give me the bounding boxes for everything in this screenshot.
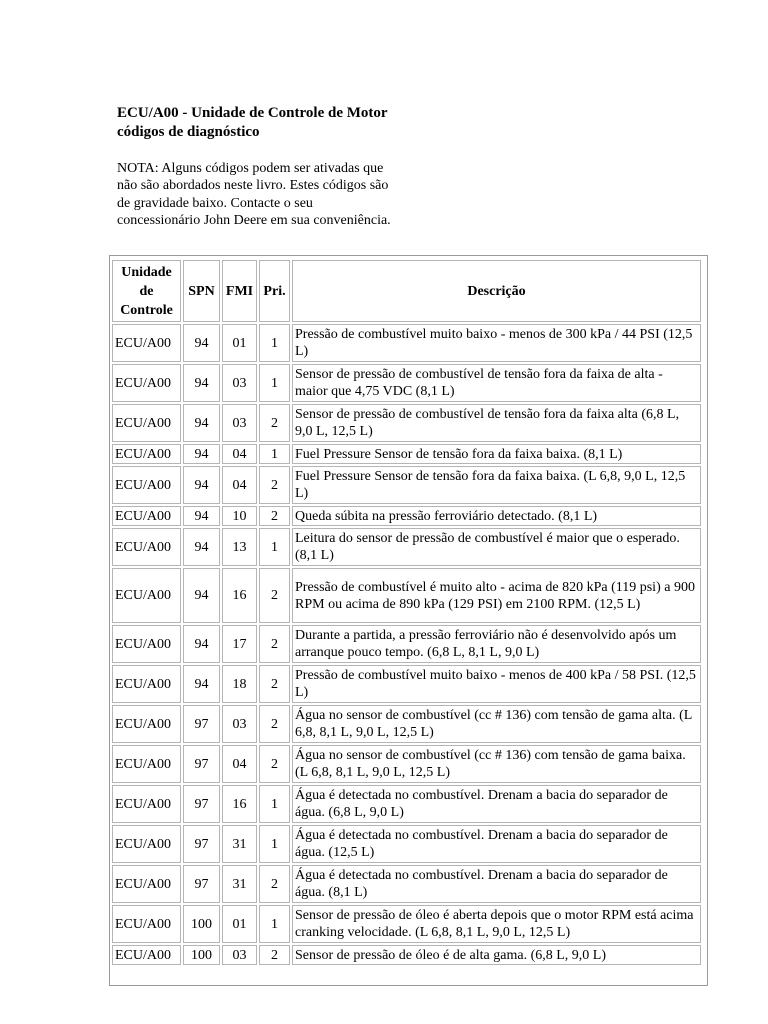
diagnostic-codes-table-frame [109, 255, 708, 986]
cell-pri: 2 [259, 625, 290, 663]
cell-fmi: 04 [222, 745, 257, 783]
cell-spn: 100 [183, 945, 220, 965]
cell-fmi: 18 [222, 665, 257, 703]
table-row [112, 745, 701, 783]
cell-spn: 94 [183, 665, 220, 703]
cell-unit: ECU/A00 [112, 506, 181, 526]
cell-description: Sensor de pressão de combustível de tensão fora da faixa alta (6,8 L, 9,0 L, 12,5 L) [292, 404, 701, 442]
table-body [112, 324, 701, 965]
cell-description: Pressão de combustível muito baixo - menos de 400 kPa / 58 PSI. (12,5 L) [292, 665, 701, 703]
cell-pri: 2 [259, 568, 290, 623]
cell-pri: 2 [259, 466, 290, 504]
header-pri: Pri. [259, 260, 290, 322]
table-row [112, 404, 701, 442]
cell-unit: ECU/A00 [112, 945, 181, 965]
table-row [112, 444, 701, 464]
table-row [112, 625, 701, 663]
table-row [112, 705, 701, 743]
cell-unit: ECU/A00 [112, 444, 181, 464]
cell-fmi: 31 [222, 825, 257, 863]
cell-description: Pressão de combustível é muito alto - acima de 820 kPa (119 psi) a 900 RPM ou acima de 890 kPa (129 PSI) em 2100 RPM. (12,5 L) [292, 568, 701, 623]
table-row [112, 528, 701, 566]
cell-spn: 97 [183, 865, 220, 903]
cell-fmi: 17 [222, 625, 257, 663]
cell-fmi: 04 [222, 466, 257, 504]
document-note: NOTA: Alguns códigos podem ser ativadas que não são abordados neste livro. Estes códigos são de gravidade baixo. Contacte o seu concessionário John Deere em sua conveniência. [117, 161, 391, 229]
cell-spn: 100 [183, 905, 220, 943]
header-fmi: FMI [222, 260, 257, 322]
cell-fmi: 04 [222, 444, 257, 464]
cell-fmi: 16 [222, 785, 257, 823]
cell-spn: 94 [183, 324, 220, 362]
cell-description: Água é detectada no combustível. Drenam a bacia do separador de água. (12,5 L) [292, 825, 701, 863]
cell-pri: 1 [259, 785, 290, 823]
cell-pri: 1 [259, 825, 290, 863]
cell-pri: 1 [259, 905, 290, 943]
cell-unit: ECU/A00 [112, 364, 181, 402]
cell-pri: 2 [259, 665, 290, 703]
cell-description: Sensor de pressão de óleo é aberta depois que o motor RPM está acima cranking velocidade. (L 6,8, 8,1 L, 9,0 L, 12,5 L) [292, 905, 701, 943]
cell-unit: ECU/A00 [112, 625, 181, 663]
cell-spn: 97 [183, 785, 220, 823]
cell-spn: 94 [183, 444, 220, 464]
cell-description: Durante a partida, a pressão ferroviário não é desenvolvido após um arranque pouco tempo. (6,8 L, 8,1 L, 9,0 L) [292, 625, 701, 663]
cell-unit: ECU/A00 [112, 665, 181, 703]
cell-unit: ECU/A00 [112, 324, 181, 362]
cell-unit: ECU/A00 [112, 466, 181, 504]
table-header-row [112, 260, 701, 322]
cell-description: Leitura do sensor de pressão de combustível é maior que o esperado. (8,1 L) [292, 528, 701, 566]
cell-description: Fuel Pressure Sensor de tensão fora da faixa baixa. (L 6,8, 9,0 L, 12,5 L) [292, 466, 701, 504]
cell-fmi: 01 [222, 905, 257, 943]
cell-fmi: 10 [222, 506, 257, 526]
cell-pri: 1 [259, 444, 290, 464]
cell-description: Água no sensor de combustível (cc # 136) com tensão de gama baixa. (L 6,8, 8,1 L, 9,0 L, 12,5 L) [292, 745, 701, 783]
cell-description: Água é detectada no combustível. Drenam a bacia do separador de água. (8,1 L) [292, 865, 701, 903]
table-row [112, 466, 701, 504]
table-row [112, 665, 701, 703]
cell-unit: ECU/A00 [112, 905, 181, 943]
cell-spn: 94 [183, 625, 220, 663]
cell-fmi: 03 [222, 705, 257, 743]
table-row [112, 568, 701, 623]
cell-spn: 97 [183, 705, 220, 743]
cell-description: Pressão de combustível muito baixo - menos de 300 kPa / 44 PSI (12,5 L) [292, 324, 701, 362]
cell-spn: 97 [183, 825, 220, 863]
cell-fmi: 31 [222, 865, 257, 903]
cell-description: Sensor de pressão de óleo é de alta gama. (6,8 L, 9,0 L) [292, 945, 701, 965]
cell-pri: 2 [259, 865, 290, 903]
cell-fmi: 01 [222, 324, 257, 362]
cell-spn: 94 [183, 528, 220, 566]
cell-pri: 2 [259, 945, 290, 965]
cell-description: Queda súbita na pressão ferroviário detectado. (8,1 L) [292, 506, 701, 526]
cell-fmi: 03 [222, 945, 257, 965]
cell-unit: ECU/A00 [112, 705, 181, 743]
header-description: Descrição [292, 260, 701, 322]
cell-pri: 2 [259, 506, 290, 526]
table-row [112, 825, 701, 863]
table-row [112, 785, 701, 823]
cell-pri: 2 [259, 404, 290, 442]
table-row [112, 506, 701, 526]
cell-spn: 94 [183, 466, 220, 504]
cell-unit: ECU/A00 [112, 568, 181, 623]
cell-pri: 2 [259, 705, 290, 743]
header-spn: SPN [183, 260, 220, 322]
cell-unit: ECU/A00 [112, 865, 181, 903]
table-row [112, 324, 701, 362]
cell-description: Sensor de pressão de combustível de tensão fora da faixa de alta - maior que 4,75 VDC (8,1 L) [292, 364, 701, 402]
cell-description: Fuel Pressure Sensor de tensão fora da faixa baixa. (8,1 L) [292, 444, 701, 464]
cell-pri: 1 [259, 324, 290, 362]
cell-unit: ECU/A00 [112, 825, 181, 863]
table-row [112, 905, 701, 943]
cell-spn: 94 [183, 364, 220, 402]
table-row [112, 945, 701, 965]
cell-fmi: 13 [222, 528, 257, 566]
cell-pri: 2 [259, 745, 290, 783]
cell-unit: ECU/A00 [112, 785, 181, 823]
cell-unit: ECU/A00 [112, 745, 181, 783]
cell-fmi: 03 [222, 364, 257, 402]
diagnostic-codes-table [110, 258, 703, 967]
cell-pri: 1 [259, 364, 290, 402]
cell-pri: 1 [259, 528, 290, 566]
header-unit: Unidade de Controle [112, 260, 181, 322]
cell-spn: 94 [183, 404, 220, 442]
cell-fmi: 03 [222, 404, 257, 442]
cell-spn: 94 [183, 568, 220, 623]
table-row [112, 865, 701, 903]
cell-spn: 97 [183, 745, 220, 783]
cell-description: Água é detectada no combustível. Drenam a bacia do separador de água. (6,8 L, 9,0 L) [292, 785, 701, 823]
document-title: ECU/A00 - Unidade de Controle de Motor códigos de diagnóstico [117, 105, 388, 140]
cell-description: Água no sensor de combustível (cc # 136) com tensão de gama alta. (L 6,8, 8,1 L, 9,0 L, 12,5 L) [292, 705, 701, 743]
cell-unit: ECU/A00 [112, 404, 181, 442]
cell-spn: 94 [183, 506, 220, 526]
table-row [112, 364, 701, 402]
cell-fmi: 16 [222, 568, 257, 623]
cell-unit: ECU/A00 [112, 528, 181, 566]
